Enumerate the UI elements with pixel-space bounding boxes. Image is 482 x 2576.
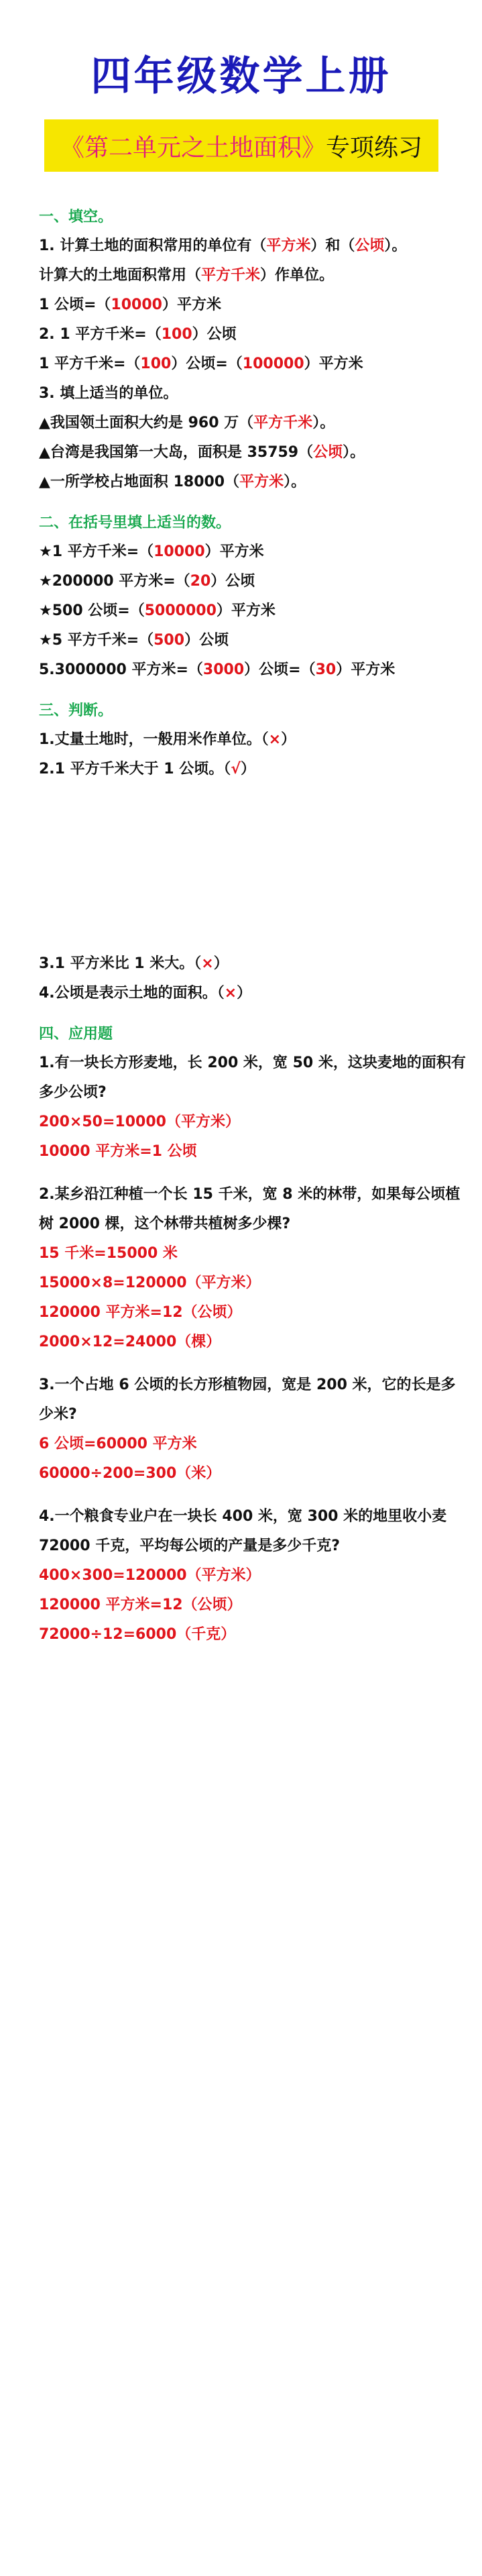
section-heading-judge: 三、判断。 (39, 702, 113, 719)
question-text: ）平方米 (304, 356, 363, 372)
question-text: ）。 (343, 444, 365, 461)
answer-value: 100 (161, 326, 192, 343)
solution-step: 72000÷12=6000（千克） (39, 1626, 236, 1643)
question-line (39, 596, 468, 626)
question-line (39, 350, 468, 379)
solution-step: 60000÷200=300（米） (39, 1465, 221, 1482)
word-problem-1 (39, 1049, 468, 1167)
question-text: ▲我国领土面积大约是 960 万（ (39, 415, 254, 431)
solution-step: 10000 平方米=1 公顷 (39, 1143, 197, 1160)
word-problem-4 (39, 1502, 468, 1650)
problem-text: 2.某乡沿江种植一个长 15 千米，宽 8 米的林带，如果每公顷植树 2000 棵，这个林带共植树多少棵? (39, 1186, 461, 1232)
answer-mark: × (224, 985, 237, 1002)
question-line (39, 626, 468, 655)
question-line (39, 379, 468, 409)
answer-value: 平方千米 (253, 415, 313, 431)
question-text: ▲一所学校占地面积 18000（ (39, 474, 240, 490)
question-text: ）公顷 (210, 573, 255, 590)
question-line (39, 655, 468, 685)
question-line (39, 755, 468, 784)
answer-value: 10000 (111, 297, 162, 313)
solution-step: 120000 平方米=12（公顷） (39, 1597, 242, 1613)
question-line (39, 438, 468, 468)
question-text: 2. 1 平方千米=（ (39, 326, 162, 343)
solution-step: 6 公顷=60000 平方米 (39, 1436, 197, 1452)
question-text: ）和（ (310, 237, 355, 254)
question-text: 1. 计算土地的面积常用的单位有（ (39, 237, 267, 254)
question-line (39, 231, 468, 261)
question-text: 1 平方千米=（ (39, 356, 141, 372)
banner-practice-label: 专项练习 (326, 133, 423, 162)
blank-space (39, 784, 468, 949)
answer-value: 500 (154, 632, 185, 649)
question-text: ）平方米 (204, 543, 264, 560)
word-problem-3 (39, 1371, 468, 1489)
word-problem-2 (39, 1180, 468, 1357)
solution-step: 2000×12=24000（棵） (39, 1334, 221, 1350)
question-text: ）公顷=（ (171, 356, 243, 372)
question-line (39, 979, 468, 1008)
question-text: 5.3000000 平方米=（ (39, 661, 203, 678)
answer-value: 平方米 (239, 474, 284, 490)
section-heading-fill-blank: 一、填空。 (39, 209, 113, 225)
question-text: ★500 公顷=（ (39, 602, 145, 619)
question-text: 1.丈量土地时，一般用米作单位。（ (39, 731, 269, 748)
question-text: ） (237, 985, 252, 1002)
solution-step: 120000 平方米=12（公顷） (39, 1304, 242, 1321)
answer-value: 平方千米 (201, 267, 261, 284)
solution-step: 400×300=120000（平方米） (39, 1567, 261, 1584)
question-line (39, 261, 468, 290)
question-text: ）。 (384, 237, 407, 254)
section-heading-fill-numbers: 二、在括号里填上适当的数。 (39, 515, 231, 531)
question-text: ）平方米 (336, 661, 396, 678)
question-text: ）平方米 (162, 297, 221, 313)
question-text: ） (213, 955, 229, 972)
answer-value: 10000 (154, 543, 205, 560)
subtitle-banner (44, 119, 438, 172)
question-text: ）。 (312, 415, 335, 431)
question-text: ★1 平方千米=（ (39, 543, 154, 560)
question-text: 1 公顷=（ (39, 297, 111, 313)
answer-value: 3000 (202, 661, 245, 678)
answer-mark: × (268, 731, 282, 748)
question-text: ）作单位。 (260, 267, 335, 284)
question-line (39, 537, 468, 567)
question-text: ▲台湾是我国第一大岛，面积是 35759（ (39, 444, 314, 461)
question-text: 计算大的土地面积常用（ (39, 267, 202, 284)
solution-step: 200×50=10000（平方米） (39, 1114, 240, 1130)
solution-step: 15 千米=15000 米 (39, 1245, 178, 1262)
answer-value: 公顷 (355, 237, 385, 254)
answer-value: 30 (315, 661, 337, 678)
question-text: ）平方米 (216, 602, 276, 619)
question-text: ）公顷 (192, 326, 237, 343)
section-heading-word-problems: 四、应用题 (39, 1026, 113, 1042)
worksheet-content (39, 191, 468, 1650)
question-text: ★200000 平方米=（ (39, 573, 190, 590)
question-text: 3.1 平方米比 1 米大。（ (39, 955, 202, 972)
question-line (39, 567, 468, 596)
answer-mark: √ (231, 761, 241, 777)
answer-mark: × (201, 955, 214, 972)
question-line (39, 320, 468, 350)
question-line (39, 725, 468, 755)
question-text: ） (281, 731, 296, 748)
question-line (39, 949, 468, 979)
question-text: 4.公顷是表示土地的面积。（ (39, 985, 225, 1002)
question-text: ★5 平方千米=（ (39, 632, 154, 649)
banner-unit-title: 《第二单元之土地面积》 (60, 133, 326, 162)
answer-value: 公顷 (313, 444, 343, 461)
page-title: 四年级数学上册 (91, 53, 391, 100)
question-line (39, 409, 468, 438)
question-text: ） (240, 761, 255, 777)
question-text: ）公顷 (184, 632, 229, 649)
problem-text: 4.一个粮食专业户在一块长 400 米，宽 300 米的地里收小麦 72000 千克，平均每公顷的产量是多少千克? (39, 1508, 447, 1554)
question-line (39, 468, 468, 497)
question-line (39, 290, 468, 320)
question-text: 3. 填上适当的单位。 (39, 385, 178, 402)
answer-value: 100000 (242, 356, 304, 372)
question-text: ）。 (284, 474, 306, 490)
question-text: ）公顷=（ (244, 661, 316, 678)
answer-value: 5000000 (144, 602, 217, 619)
problem-text: 3.一个占地 6 公顷的长方形植物园，宽是 200 米，它的长是多少米? (39, 1377, 456, 1423)
answer-value: 100 (140, 356, 172, 372)
problem-text: 1.有一块长方形麦地，长 200 米，宽 50 米，这块麦地的面积有多少公顷? (39, 1055, 466, 1101)
question-text: 2.1 平方千米大于 1 公顷。（ (39, 761, 231, 777)
answer-value: 平方米 (266, 237, 311, 254)
answer-value: 20 (190, 573, 211, 590)
solution-step: 15000×8=120000（平方米） (39, 1275, 261, 1291)
